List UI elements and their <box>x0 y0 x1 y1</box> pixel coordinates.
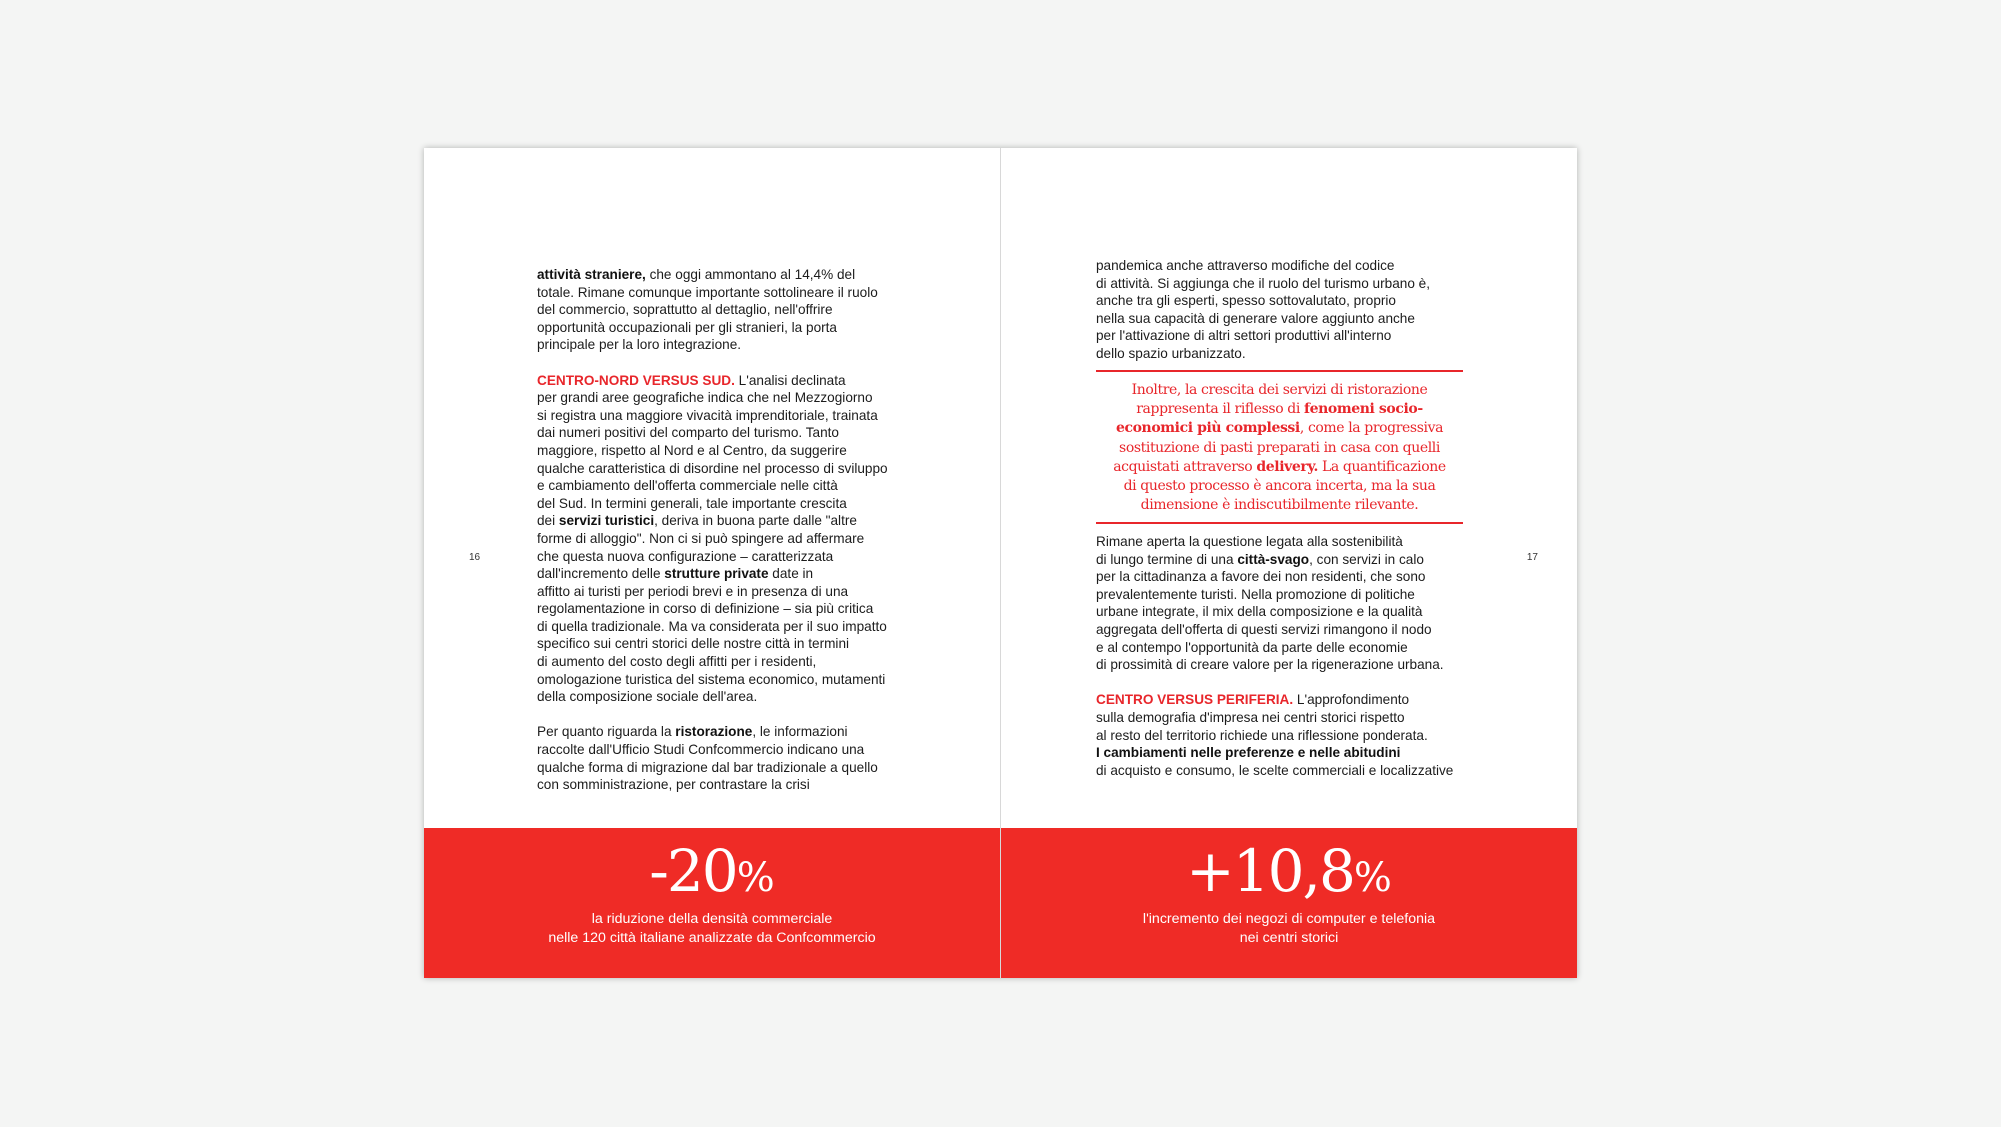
paragraph-line <box>1096 744 1476 762</box>
paragraph-line: per la cittadinanza a favore dei non residenti, che sono <box>1096 569 1426 585</box>
stat-caption: l'incremento dei negozi di computer e telefonia nei centri storici <box>1142 911 1436 946</box>
paragraph-line: al resto del territorio richiede una riflessione ponderata. <box>1096 727 1428 743</box>
section-heading-line: CENTRO-NORD VERSUS SUD. L'analisi declinata <box>537 372 846 388</box>
left-page <box>424 148 1000 978</box>
quote-line: rappresenta il riflesso di fenomeni socio- <box>1136 401 1423 418</box>
paragraph-line: dei servizi turistici, deriva in buona parte dalle "altre <box>537 513 857 529</box>
paragraph-line: della composizione sociale dell'area. <box>537 689 758 705</box>
stat-value: +10,8% <box>1186 837 1392 905</box>
paragraph-line: raccolte dall'Ufficio Studi Confcommercio indicano una <box>537 742 865 758</box>
paragraph-line: nella sua capacità di generare valore aggiunto anche <box>1096 310 1415 326</box>
paragraph-line: per l'attivazione di altri settori produttivi all'interno <box>1096 328 1392 344</box>
paragraph-line: di lungo termine di una città-svago, con servizi in calo <box>1096 551 1424 567</box>
paragraph-line: omologazione turistica del sistema economico, mutamenti <box>537 671 886 687</box>
paragraph-line: di acquisto e consumo, le scelte commerciali e localizzative <box>1096 762 1454 778</box>
paragraph-line: di quella tradizionale. Ma va considerata per il suo impatto <box>537 618 887 634</box>
bold-term: servizi turistici <box>558 513 655 529</box>
paragraph-line: e al contempo l'opportunità da parte delle economie <box>1096 639 1408 655</box>
paragraph-line: regolamentazione in corso di definizione – sia più critica <box>537 601 874 617</box>
paragraph-line: qualche forma di migrazione dal bar tradizionale a quello <box>537 759 878 775</box>
paragraph-line: di attività. Si aggiunga che il ruolo del turismo urbano è, <box>1096 275 1430 291</box>
paragraph-line: forme di alloggio". Non ci si può spingere ad affermare <box>537 530 865 546</box>
section-heading: CENTRO VERSUS PERIFERIA. <box>1096 692 1294 708</box>
paragraph-line: prevalentemente turisti. Nella promozione di politiche <box>1096 586 1415 602</box>
paragraph-line: specifico sui centri storici delle nostre città in termini <box>537 636 850 652</box>
paragraph-line: e cambiamento dell'offerta commerciale nelle città <box>537 478 838 494</box>
paragraph-line: del commercio, soprattutto al dettaglio, nell'offrire <box>537 302 833 318</box>
stat-band-right <box>1001 828 1577 978</box>
paragraph-line: dai numeri positivi del comparto del turismo. Tanto <box>537 425 839 441</box>
paragraph-line: dello spazio urbanizzato. <box>1096 345 1246 361</box>
bold-term: strutture private <box>664 566 769 582</box>
quote-line: di questo processo è ancora incerta, ma la sua <box>1123 478 1436 495</box>
quote-line: acquistati attraverso delivery. La quantificazione <box>1113 458 1446 475</box>
paragraph-line: del Sud. In termini generali, tale importante crescita <box>537 495 847 511</box>
bold-term: I cambiamenti nelle preferenze e nelle abitudini <box>1096 745 1401 761</box>
paragraph-line: per grandi aree geografiche indica che nel Mezzogiorno <box>537 390 873 406</box>
paragraph-line: qualche caratteristica di disordine nel processo di sviluppo <box>537 460 888 476</box>
paragraph-line: totale. Rimane comunque importante sottolineare il ruolo <box>537 284 878 300</box>
stat-band-left <box>424 828 1000 978</box>
stat-caption: la riduzione della densità commerciale nelle 120 città italiane analizzate da Confcommercio <box>548 911 876 946</box>
paragraph-line: pandemica anche attraverso modifiche del codice <box>1096 258 1395 273</box>
paragraph-line: Per quanto riguarda la ristorazione, le informazioni <box>537 724 848 740</box>
quote-line: sostituzione di pasti preparati in casa con quelli <box>1119 439 1440 456</box>
paragraph-line: con somministrazione, per contrastare la crisi <box>537 777 810 793</box>
paragraph-line: aggregata dell'offerta di questi servizi rimangono il nodo <box>1096 621 1432 637</box>
right-body-text-lower <box>1096 533 1476 779</box>
section-heading-line: CENTRO VERSUS PERIFERIA. L'approfondimento <box>1096 692 1410 708</box>
paragraph-line: attività straniere, che oggi ammontano al 14,4% del <box>537 267 856 282</box>
page-number: 16 <box>469 552 481 563</box>
quote-line: Inoltre, la crescita dei servizi di ristorazione <box>1131 382 1428 398</box>
paragraph-line: si registra una maggiore vivacità imprenditoriale, trainata <box>537 407 878 423</box>
paragraph-line: sulla demografia d'impresa nei centri storici rispetto <box>1096 709 1405 725</box>
paragraph-line: affitto ai turisti per periodi brevi e in presenza di una <box>537 583 849 599</box>
paragraph-line: che questa nuova configurazione – caratterizzata <box>537 548 834 564</box>
right-page <box>1001 148 1577 978</box>
brochure-spread <box>424 148 1577 978</box>
section-heading: CENTRO-NORD VERSUS SUD. <box>537 372 735 388</box>
paragraph-line: maggiore, rispetto al Nord e al Centro, da suggerire <box>537 442 847 458</box>
left-body-text <box>537 266 917 794</box>
bold-term: città-svago <box>1237 551 1310 567</box>
bold-term: ristorazione <box>675 724 753 740</box>
paragraph-line: di aumento del costo degli affitti per i residenti, <box>537 654 817 670</box>
paragraph-line: di prossimità di creare valore per la rigenerazione urbana. <box>1096 657 1444 673</box>
quote-line: economici più complessi, come la progressiva <box>1115 420 1444 437</box>
stat-value: -20% <box>649 837 775 905</box>
pull-quote <box>1096 370 1463 524</box>
bold-term: attività straniere, <box>537 267 646 282</box>
paragraph-line: urbane integrate, il mix della composizione e la qualità <box>1096 604 1423 620</box>
paragraph-line: opportunità occupazionali per gli stranieri, la porta <box>537 319 837 335</box>
right-body-text-upper <box>1096 257 1476 363</box>
paragraph-line: Rimane aperta la questione legata alla sostenibilità <box>1096 534 1403 549</box>
paragraph-line: principale per la loro integrazione. <box>537 337 742 353</box>
quote-line: dimensione è indiscutibilmente rilevante. <box>1140 497 1419 514</box>
paragraph-line: dall'incremento delle strutture private date in <box>537 566 814 582</box>
paragraph-line: anche tra gli esperti, spesso sottovalutato, proprio <box>1096 293 1396 309</box>
page-number: 17 <box>1526 552 1538 563</box>
